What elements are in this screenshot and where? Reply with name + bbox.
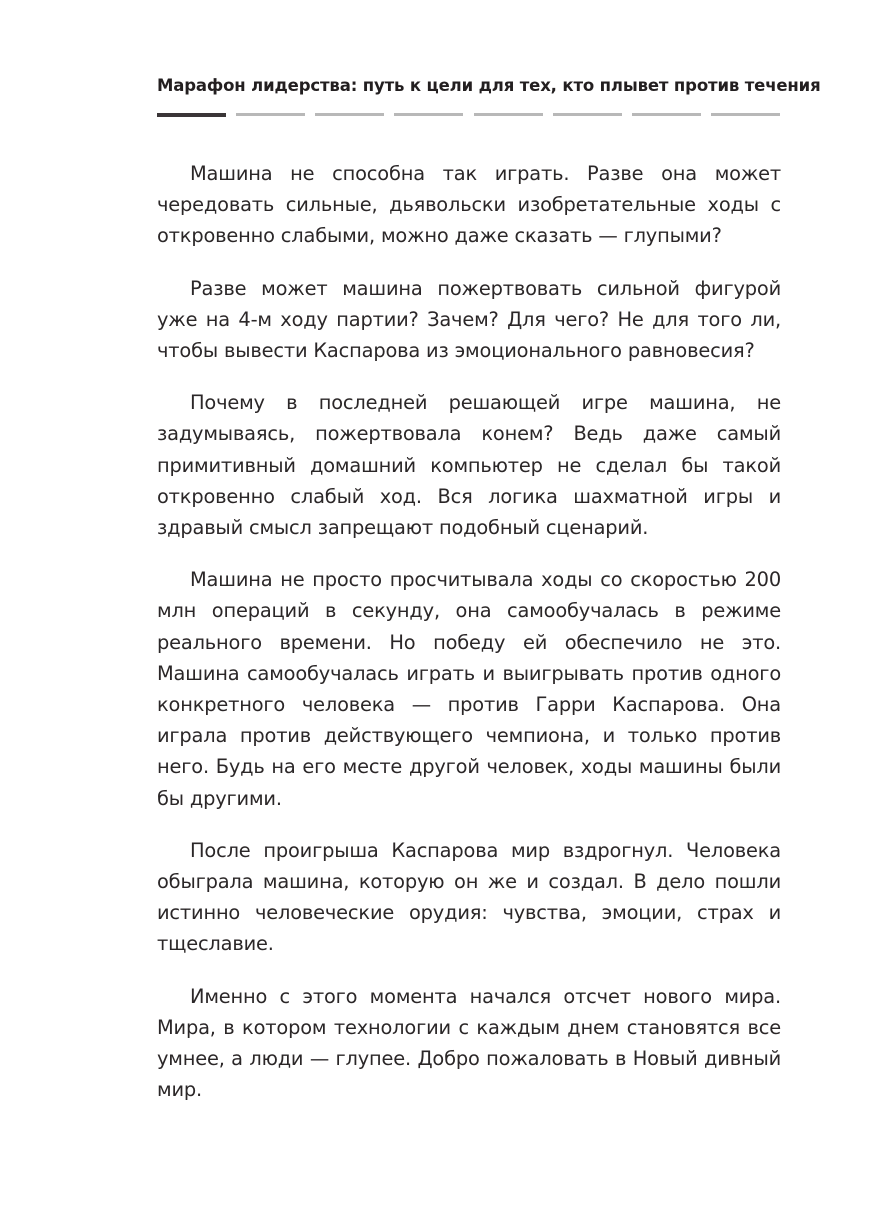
rule-dash-segment — [236, 113, 305, 116]
paragraph: После проигрыша Каспарова мир вздрогнул. Человека обыграла машина, которую он же и создал. В дело пошли истинно человеческие орудия: чувства, эмоции, страх и тщеславие. — [157, 838, 781, 956]
header-decorative-rule — [157, 113, 780, 117]
rule-dash-segment — [474, 113, 543, 116]
rule-dash-segment — [632, 113, 701, 116]
rule-dash-segment — [315, 113, 384, 116]
paragraph: Машина не просто просчитывала ходы со скоростью 200 млн операций в секунду, она самообучалась в режиме реального времени. Но победу ей обеспечило не это. Машина самообучалась играть и выигрывать против одного конкретного человека — против Гарри Каспарова. Она играла против действующего чемпиона, и только против него. Будь на его месте другой человек, ходы машины были бы другими. — [157, 568, 781, 810]
rule-dash-segment — [553, 113, 622, 116]
running-header-title: Марафон лидерства: путь к цели для тех, кто плывет против течения — [157, 76, 821, 95]
rule-dash-segment — [157, 113, 226, 117]
rule-dash-segment — [711, 113, 780, 116]
rule-dash-segment — [394, 113, 463, 116]
paragraph: Машина не способна так играть. Разве она может чередовать сильные, дьявольски изобретательные ходы с откровенно слабыми, можно даже сказать — глупыми? — [157, 162, 781, 248]
paragraph: Именно с этого момента начался отсчет нового мира. Мира, в котором технологии с каждым днем становятся все умнее, а люди — глупее. Добро пожаловать в Новый дивный мир. — [157, 984, 781, 1102]
body-text-block — [157, 158, 781, 1105]
paragraph: Разве может машина пожертвовать сильной фигурой уже на 4-м ходу партии? Зачем? Для чего? Не для того ли, чтобы вывести Каспарова из эмоционального равновесия? — [157, 276, 781, 363]
running-header — [157, 76, 821, 96]
paragraph: Почему в последней решающей игре машина, не задумываясь, пожертвовала конем? Ведь даже самый примитивный домашний компьютер не сделал бы такой откровенно слабый ход. Вся логика шахматной игры и здравый смысл запрещают подобный сценарий. — [157, 391, 781, 540]
